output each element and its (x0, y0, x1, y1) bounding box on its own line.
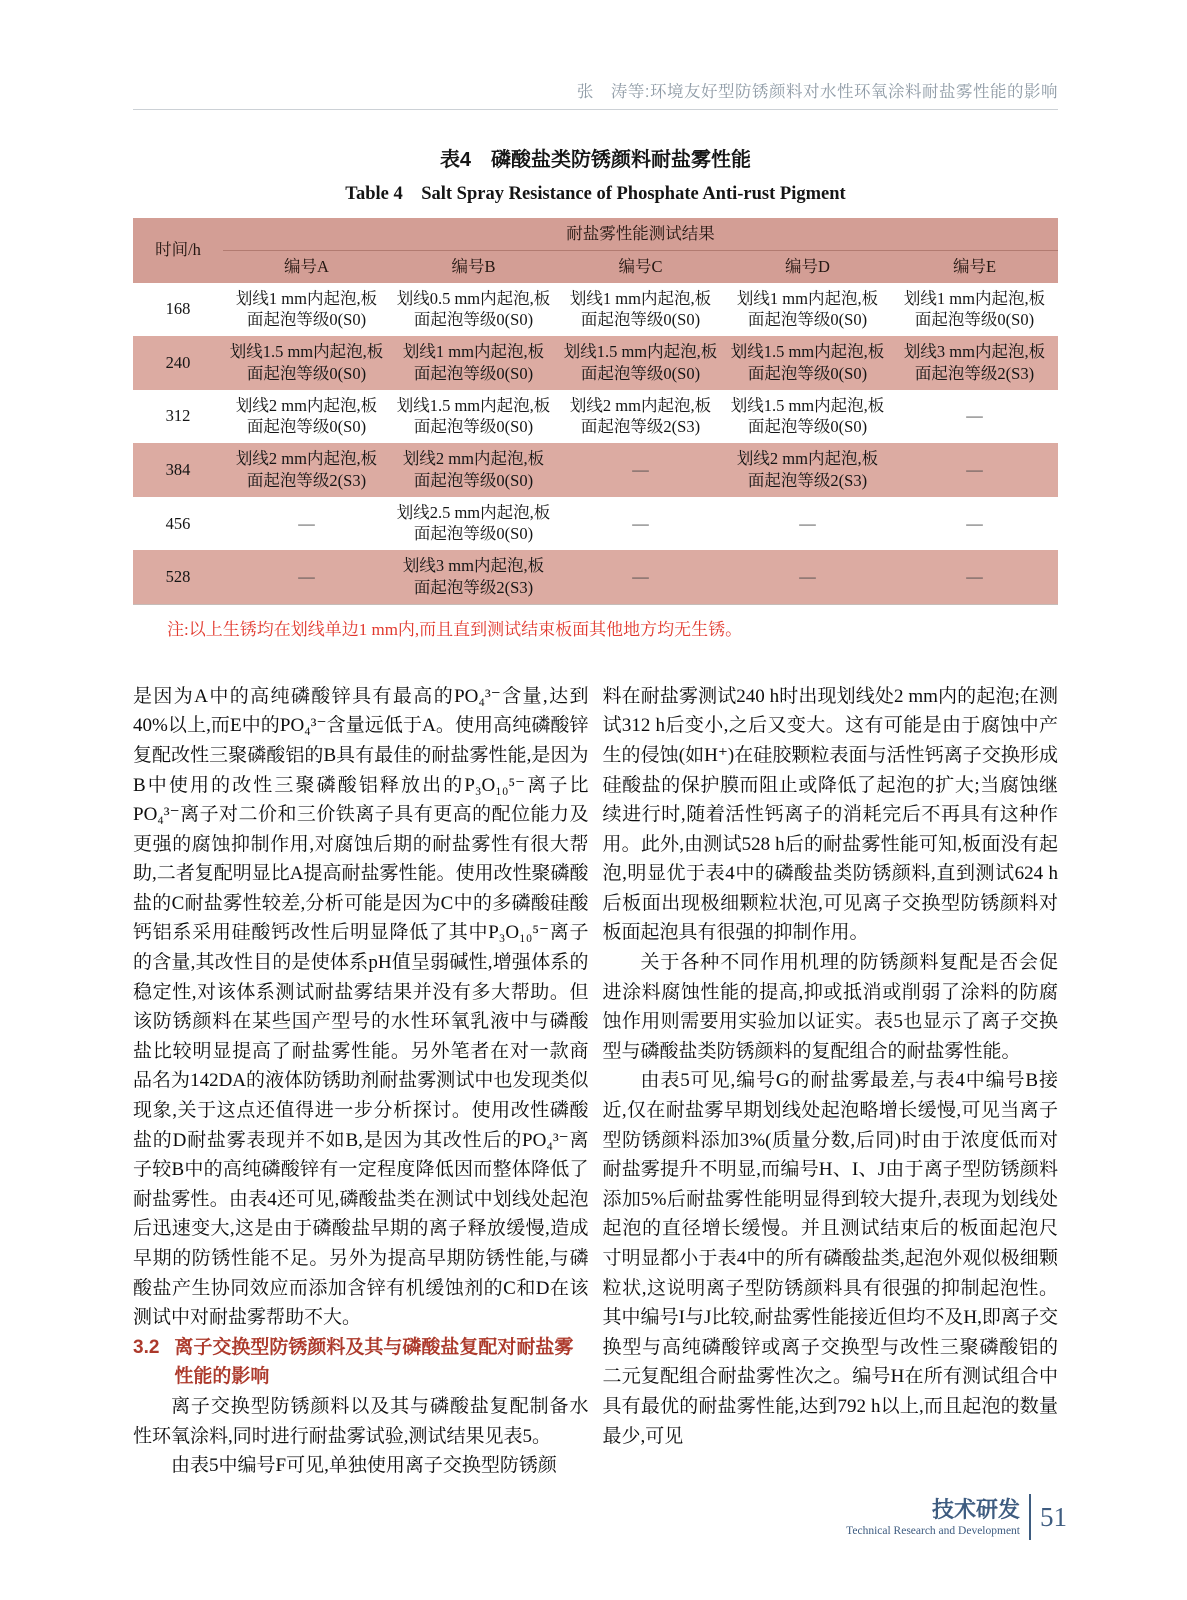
table-body (133, 283, 1058, 605)
header-col-b: 编号B (390, 250, 557, 282)
footer-text (846, 1497, 1020, 1536)
table-row (133, 443, 1058, 497)
paragraph: 料在耐盐雾测试240 h时出现划线处2 mm内的起泡;在测试312 h后变小,之后又变大。这有可能是由于腐蚀中产生的侵蚀(如H⁺)在硅胶颗粒表面与活性钙离子交换形成硅酸盐的保护膜而阻止或降低了起泡的扩大;当腐蚀继续进行时,随着活性钙离子的消耗完后不再具有这种作用。此外,由测试528 h后的耐盐雾性能可知,板面没有起泡,明显优于表4中的磷酸盐类防锈颜料,直到测试624 h后板面出现极细颗粒状泡,可见离子交换型防锈颜料对板面起泡具有很强的抑制作用。 (602, 685, 1058, 944)
paragraph: 离子交换型防锈颜料以及其与磷酸盐复配制备水性环氧涂料,同时进行耐盐雾试验,测试结果见表5。 (133, 1395, 589, 1447)
table-cell: 划线1.5 mm内起泡,板面起泡等级0(S0) (557, 336, 724, 390)
time-cell: 456 (165, 513, 191, 533)
table-cell: — (966, 513, 983, 533)
section-heading (133, 1333, 589, 1392)
table-row (133, 390, 1058, 444)
header-col-e: 编号E (891, 250, 1058, 282)
time-cell: 384 (133, 443, 223, 497)
table-cell: 划线1 mm内起泡,板面起泡等级0(S0) (903, 288, 1046, 330)
body-columns (133, 682, 1058, 1481)
table-row (133, 283, 1058, 337)
table-note: 注:以上生锈均在划线单边1 mm内,而且直到测试结束板面其他地方均无生锈。 (167, 619, 743, 639)
header-col-a: 编号A (223, 250, 390, 282)
table-cell: 划线2 mm内起泡,板面起泡等级2(S3) (223, 443, 390, 497)
salt-spray-table (133, 218, 1058, 605)
table-cell: — (891, 550, 1058, 604)
paragraph: 关于各种不同作用机理的防锈颜料复配是否会促进涂料腐蚀性能的提高,抑或抵消或削弱了涂料的防腐蚀作用则需要用实验加以证实。表5也显示了离子交换型与磷酸盐类防锈颜料的复配组合的耐盐雾性能。 (602, 952, 1058, 1062)
table-cell: 划线2 mm内起泡,板面起泡等级2(S3) (724, 443, 891, 497)
table-cell: — (966, 406, 983, 426)
table-cell: — (557, 443, 724, 497)
paragraph: 由表5中编号F可见,单独使用离子交换型防锈颜 (171, 1455, 557, 1477)
header-col-c: 编号C (557, 250, 724, 282)
table-cell: 划线2.5 mm内起泡,板面起泡等级0(S0) (396, 502, 551, 544)
header-col-d: 编号D (724, 250, 891, 282)
table-cell: 划线1.5 mm内起泡,板面起泡等级0(S0) (730, 395, 885, 437)
table-cell: — (557, 550, 724, 604)
section-number: 3.2 (133, 1336, 160, 1358)
table-cell: — (298, 513, 315, 533)
paragraph: 由表5可见,编号G的耐盐雾最差,与表4中编号B接近,仅在耐盐雾早期划线处起泡略增长缓慢,可见当离子型防锈颜料添加3%(质量分数,后同)时由于浓度低而对耐盐雾提升不明显,而编号H、I、J由于离子型防锈颜料添加5%后耐盐雾性能明显得到较大提升,表现为划线处起泡的直径增长缓慢。并且测试结束后的板面起泡尺寸明显都小于表4中的所有磷酸盐类,起泡外观似极细颗粒状,这说明离子型防锈颜料具有很强的抑制起泡性。其中编号I与J比较,耐盐雾性能接近但均不及H,即离子交换型与高纯磷酸锌或离子交换型与改性三聚磷酸铝的二元复配组合耐盐雾性次之。编号H在所有测试组合中具有最优的耐盐雾性能,达到792 h以上,而且起泡的数量最少,可见 (602, 1070, 1058, 1447)
time-cell: 240 (133, 336, 223, 390)
running-head: 张 涛等:环境友好型防锈颜料对水性环氧涂料耐盐雾性能的影响 (576, 83, 1058, 101)
table-cell: 划线2 mm内起泡,板面起泡等级0(S0) (235, 395, 378, 437)
text-column-right (603, 682, 1059, 1481)
table-cell: 划线2 mm内起泡,板面起泡等级2(S3) (569, 395, 712, 437)
table-title-cn: 表4 磷酸盐类防锈颜料耐盐雾性能 (439, 149, 752, 171)
table-cell: 划线2 mm内起泡,板面起泡等级0(S0) (390, 443, 557, 497)
table-cell: — (799, 513, 816, 533)
table-row (133, 550, 1058, 604)
table-row (133, 497, 1058, 551)
table-cell: — (632, 513, 649, 533)
table-cell: — (891, 443, 1058, 497)
table-row (133, 336, 1058, 390)
table-cell: 划线1.5 mm内起泡,板面起泡等级0(S0) (223, 336, 390, 390)
table-title-en: Table 4 Salt Spray Resistance of Phosphate Anti-rust Pigment (345, 184, 846, 204)
table-cell: 划线1.5 mm内起泡,板面起泡等级0(S0) (724, 336, 891, 390)
header-group: 耐盐雾性能测试结果 (223, 218, 1058, 250)
paragraph: 是因为A中的高纯磷酸锌具有最高的PO₄³⁻含量,达到40%以上,而E中的PO₄³⁻含量远低于A。使用高纯磷酸锌复配改性三聚磷酸铝的B具有最佳的耐盐雾性能,是因为B中使用的改性三聚磷酸铝释放出的P₃O₁₀⁵⁻离子比PO₄³⁻离子对二价和三价铁离子具有更高的配位能力及更强的腐蚀抑制作用,对腐蚀后期的耐盐雾性有很大帮助,二者复配明显比A提高耐盐雾性能。使用改性聚磷酸盐的C耐盐雾性较差,分析可能是因为C中的多磷酸硅酸钙铝系采用硅酸钙改性后明显降低了其中P₃O₁₀⁵⁻离子的含量,其改性目的是使体系pH值呈弱碱性,增强体系的稳定性,对该体系测试耐盐雾结果并没有多大帮助。但该防锈颜料在某些国产型号的水性环氧乳液中与磷酸盐比较明显提高了耐盐雾性能。另外笔者在对一款商品名为142DA的液体防锈助剂耐盐雾测试中也发现类似现象,关于这点还值得进一步分析探讨。使用改性磷酸盐的D耐盐雾表现并不如B,是因为其改性后的PO₄³⁻离子较B中的高纯磷酸锌有一定程度降低因而整体降低了耐盐雾性。由表4还可见,磷酸盐类在测试中划线处起泡后迅速变大,这是由于磷酸盐早期的离子释放缓慢,造成早期的防锈性能不足。另外为提高早期防锈性能,与磷酸盐产生协同效应而添加含锌有机缓蚀剂的C和D在该测试中对耐盐雾帮助不大。 (133, 685, 589, 1329)
table-cell: — (724, 550, 891, 604)
table-cell: 划线0.5 mm内起泡,板面起泡等级0(S0) (396, 288, 551, 330)
table-cell: 划线1 mm内起泡,板面起泡等级0(S0) (736, 288, 879, 330)
time-cell: 312 (165, 406, 191, 426)
table-cell: — (223, 550, 390, 604)
running-head-rule (133, 109, 1058, 110)
table-cell: 划线1 mm内起泡,板面起泡等级0(S0) (390, 336, 557, 390)
text-column-left (133, 682, 589, 1481)
table-header (133, 218, 1058, 283)
table-cell: 划线3 mm内起泡,板面起泡等级2(S3) (390, 550, 557, 604)
table-cell: 划线1 mm内起泡,板面起泡等级0(S0) (235, 288, 378, 330)
footer-divider (1029, 1494, 1031, 1540)
table-cell: 划线3 mm内起泡,板面起泡等级2(S3) (891, 336, 1058, 390)
page-footer (846, 1494, 1067, 1540)
table-cell: 划线1 mm内起泡,板面起泡等级0(S0) (569, 288, 712, 330)
page-number: 51 (1040, 1501, 1067, 1532)
table-cell: 划线1.5 mm内起泡,板面起泡等级0(S0) (396, 395, 551, 437)
header-time: 时间/h (133, 218, 223, 283)
section-title: 离子交换型防锈颜料及其与磷酸盐复配对耐盐雾性能的影响 (174, 1336, 574, 1388)
footer-section-cn: 技术研发 (931, 1497, 1020, 1523)
time-cell: 168 (165, 299, 191, 319)
footer-section-en: Technical Research and Development (846, 1524, 1020, 1537)
time-cell: 528 (133, 550, 223, 604)
